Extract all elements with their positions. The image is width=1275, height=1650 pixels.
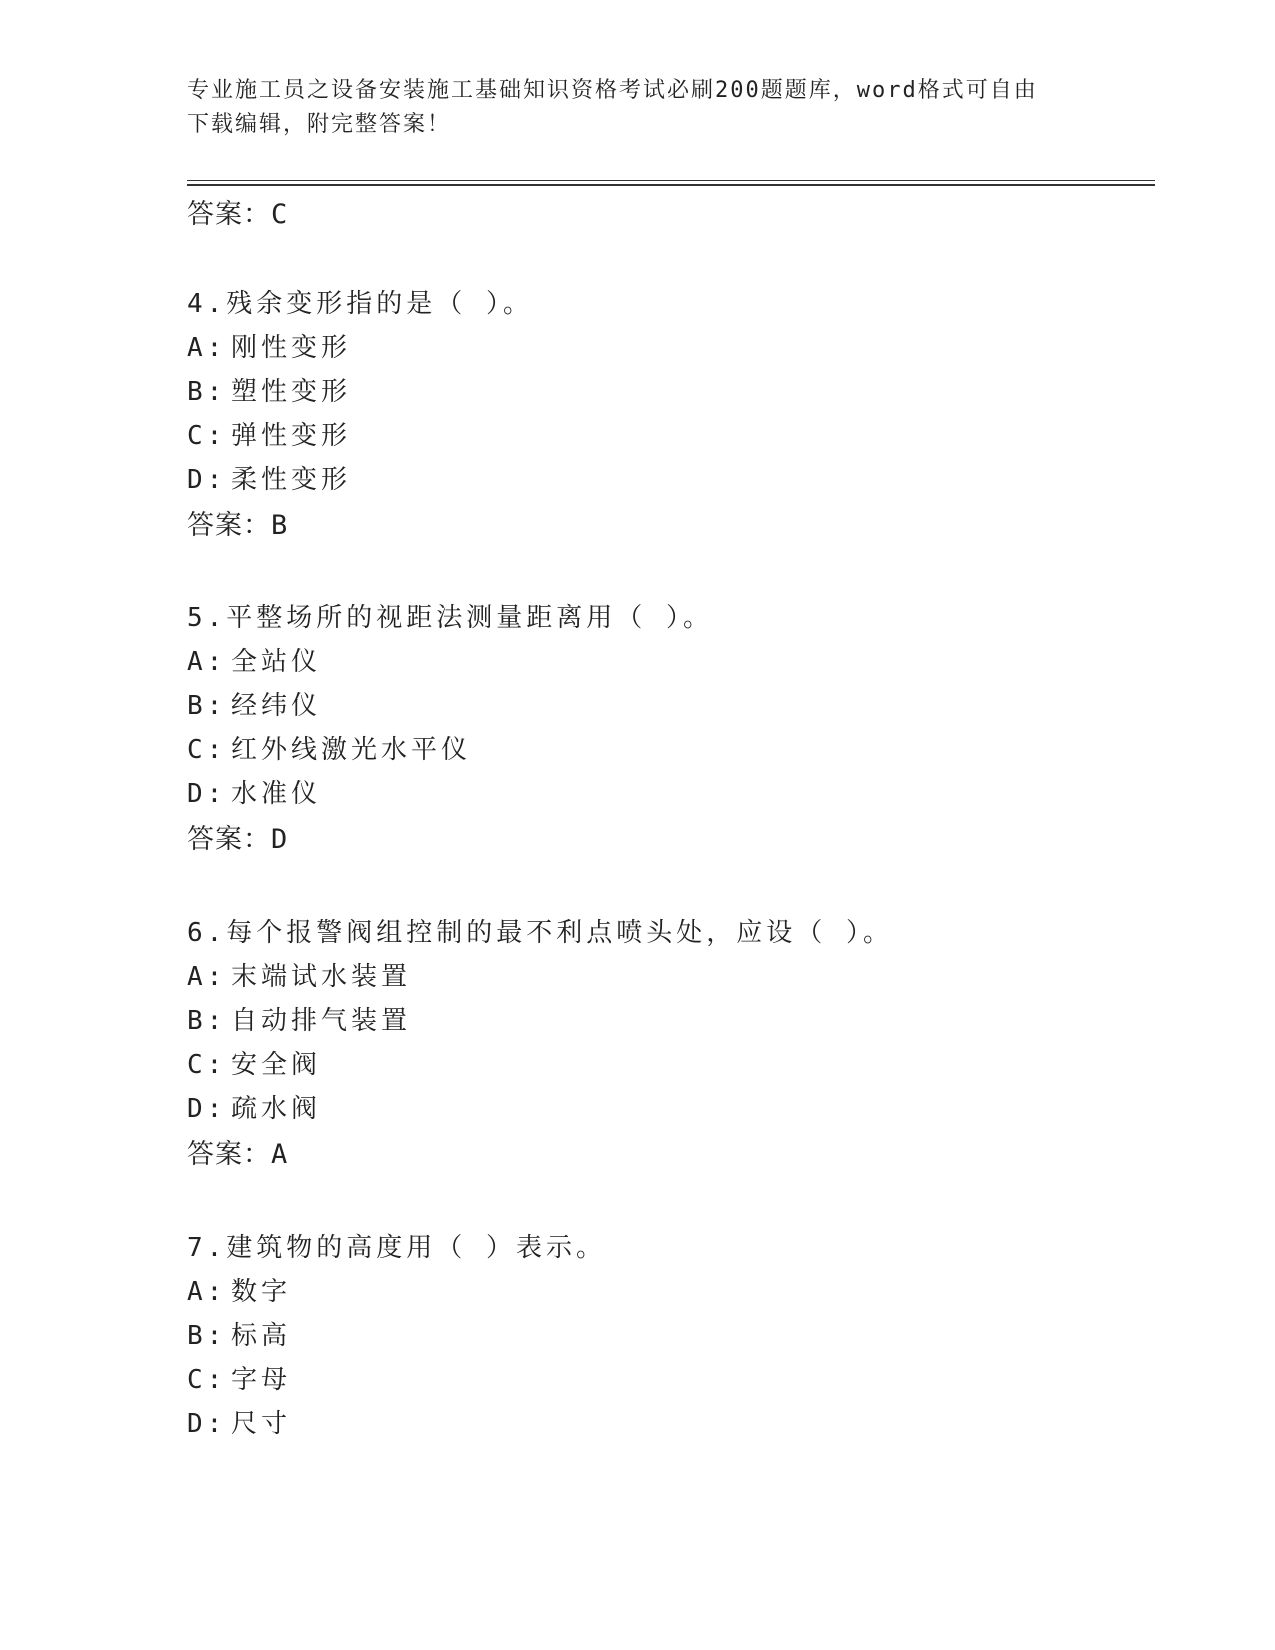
- answer-label: 答案：: [187, 1139, 271, 1170]
- option-text: 刚性变形: [231, 333, 352, 363]
- option-text: 经纬仪: [231, 691, 322, 721]
- question-stem: 6.每个报警阀组控制的最不利点喷头处，应设（ ）。: [187, 918, 893, 948]
- option-key: D:: [187, 1409, 227, 1439]
- option-key: B:: [187, 377, 227, 407]
- option-a: [187, 956, 411, 993]
- option-c: [187, 415, 351, 452]
- option-c: [187, 1044, 321, 1081]
- option-text: 水准仪: [231, 779, 322, 809]
- option-a: [187, 1271, 291, 1308]
- answer-value: D: [271, 824, 289, 855]
- option-a: [187, 641, 321, 678]
- answer-line: [187, 503, 288, 542]
- option-b: [187, 371, 351, 408]
- option-text: 标高: [231, 1321, 292, 1351]
- option-text: 自动排气装置: [231, 1006, 412, 1036]
- option-key: D:: [187, 1094, 227, 1124]
- option-key: A:: [187, 962, 227, 992]
- option-text: 红外线激光水平仪: [231, 735, 472, 765]
- option-b: [187, 1000, 411, 1037]
- header-line-1: 专业施工员之设备安装施工基础知识资格考试必刷200题题库，word格式可自由: [187, 78, 1038, 103]
- option-key: A:: [187, 647, 227, 677]
- option-text: 安全阀: [231, 1050, 322, 1080]
- document-header: [187, 74, 1087, 142]
- option-key: C:: [187, 1365, 227, 1395]
- option-key: A:: [187, 333, 227, 363]
- option-b: [187, 1315, 291, 1352]
- answer-value: B: [271, 510, 289, 541]
- option-c: [187, 1359, 291, 1396]
- option-d: [187, 459, 351, 496]
- question-stem: 7.建筑物的高度用（ ）表示。: [187, 1233, 606, 1263]
- option-text: 字母: [231, 1365, 292, 1395]
- option-d: [187, 773, 321, 810]
- answer-value: A: [271, 1139, 289, 1170]
- option-d: [187, 1088, 321, 1125]
- answer-value: C: [271, 199, 289, 230]
- option-key: B:: [187, 691, 227, 721]
- header-line-2: 下载编辑，附完整答案！: [187, 112, 452, 137]
- answer-label: 答案：: [187, 824, 271, 855]
- option-text: 弹性变形: [231, 421, 352, 451]
- option-key: A:: [187, 1277, 227, 1307]
- option-a: [187, 327, 351, 364]
- option-key: B:: [187, 1321, 227, 1351]
- option-text: 全站仪: [231, 647, 322, 677]
- option-text: 柔性变形: [231, 465, 352, 495]
- option-text: 塑性变形: [231, 377, 352, 407]
- option-key: C:: [187, 1050, 227, 1080]
- option-b: [187, 685, 321, 722]
- option-text: 疏水阀: [231, 1094, 322, 1124]
- option-key: B:: [187, 1006, 227, 1036]
- answer-line: [187, 192, 288, 231]
- option-text: 尺寸: [231, 1409, 292, 1439]
- answer-line: [187, 1132, 288, 1171]
- header-divider-thick: [187, 184, 1155, 186]
- question-stem: 5.平整场所的视距法测量距离用（ ）。: [187, 603, 713, 633]
- option-key: D:: [187, 465, 227, 495]
- answer-label: 答案：: [187, 510, 271, 541]
- header-divider-thin: [187, 180, 1155, 181]
- option-text: 末端试水装置: [231, 962, 412, 992]
- answer-line: [187, 817, 288, 856]
- option-key: C:: [187, 421, 227, 451]
- option-c: [187, 729, 471, 766]
- option-key: C:: [187, 735, 227, 765]
- option-text: 数字: [231, 1277, 292, 1307]
- option-key: D:: [187, 779, 227, 809]
- question-stem: 4.残余变形指的是（ ）。: [187, 289, 533, 319]
- option-d: [187, 1403, 291, 1440]
- answer-label: 答案：: [187, 199, 271, 230]
